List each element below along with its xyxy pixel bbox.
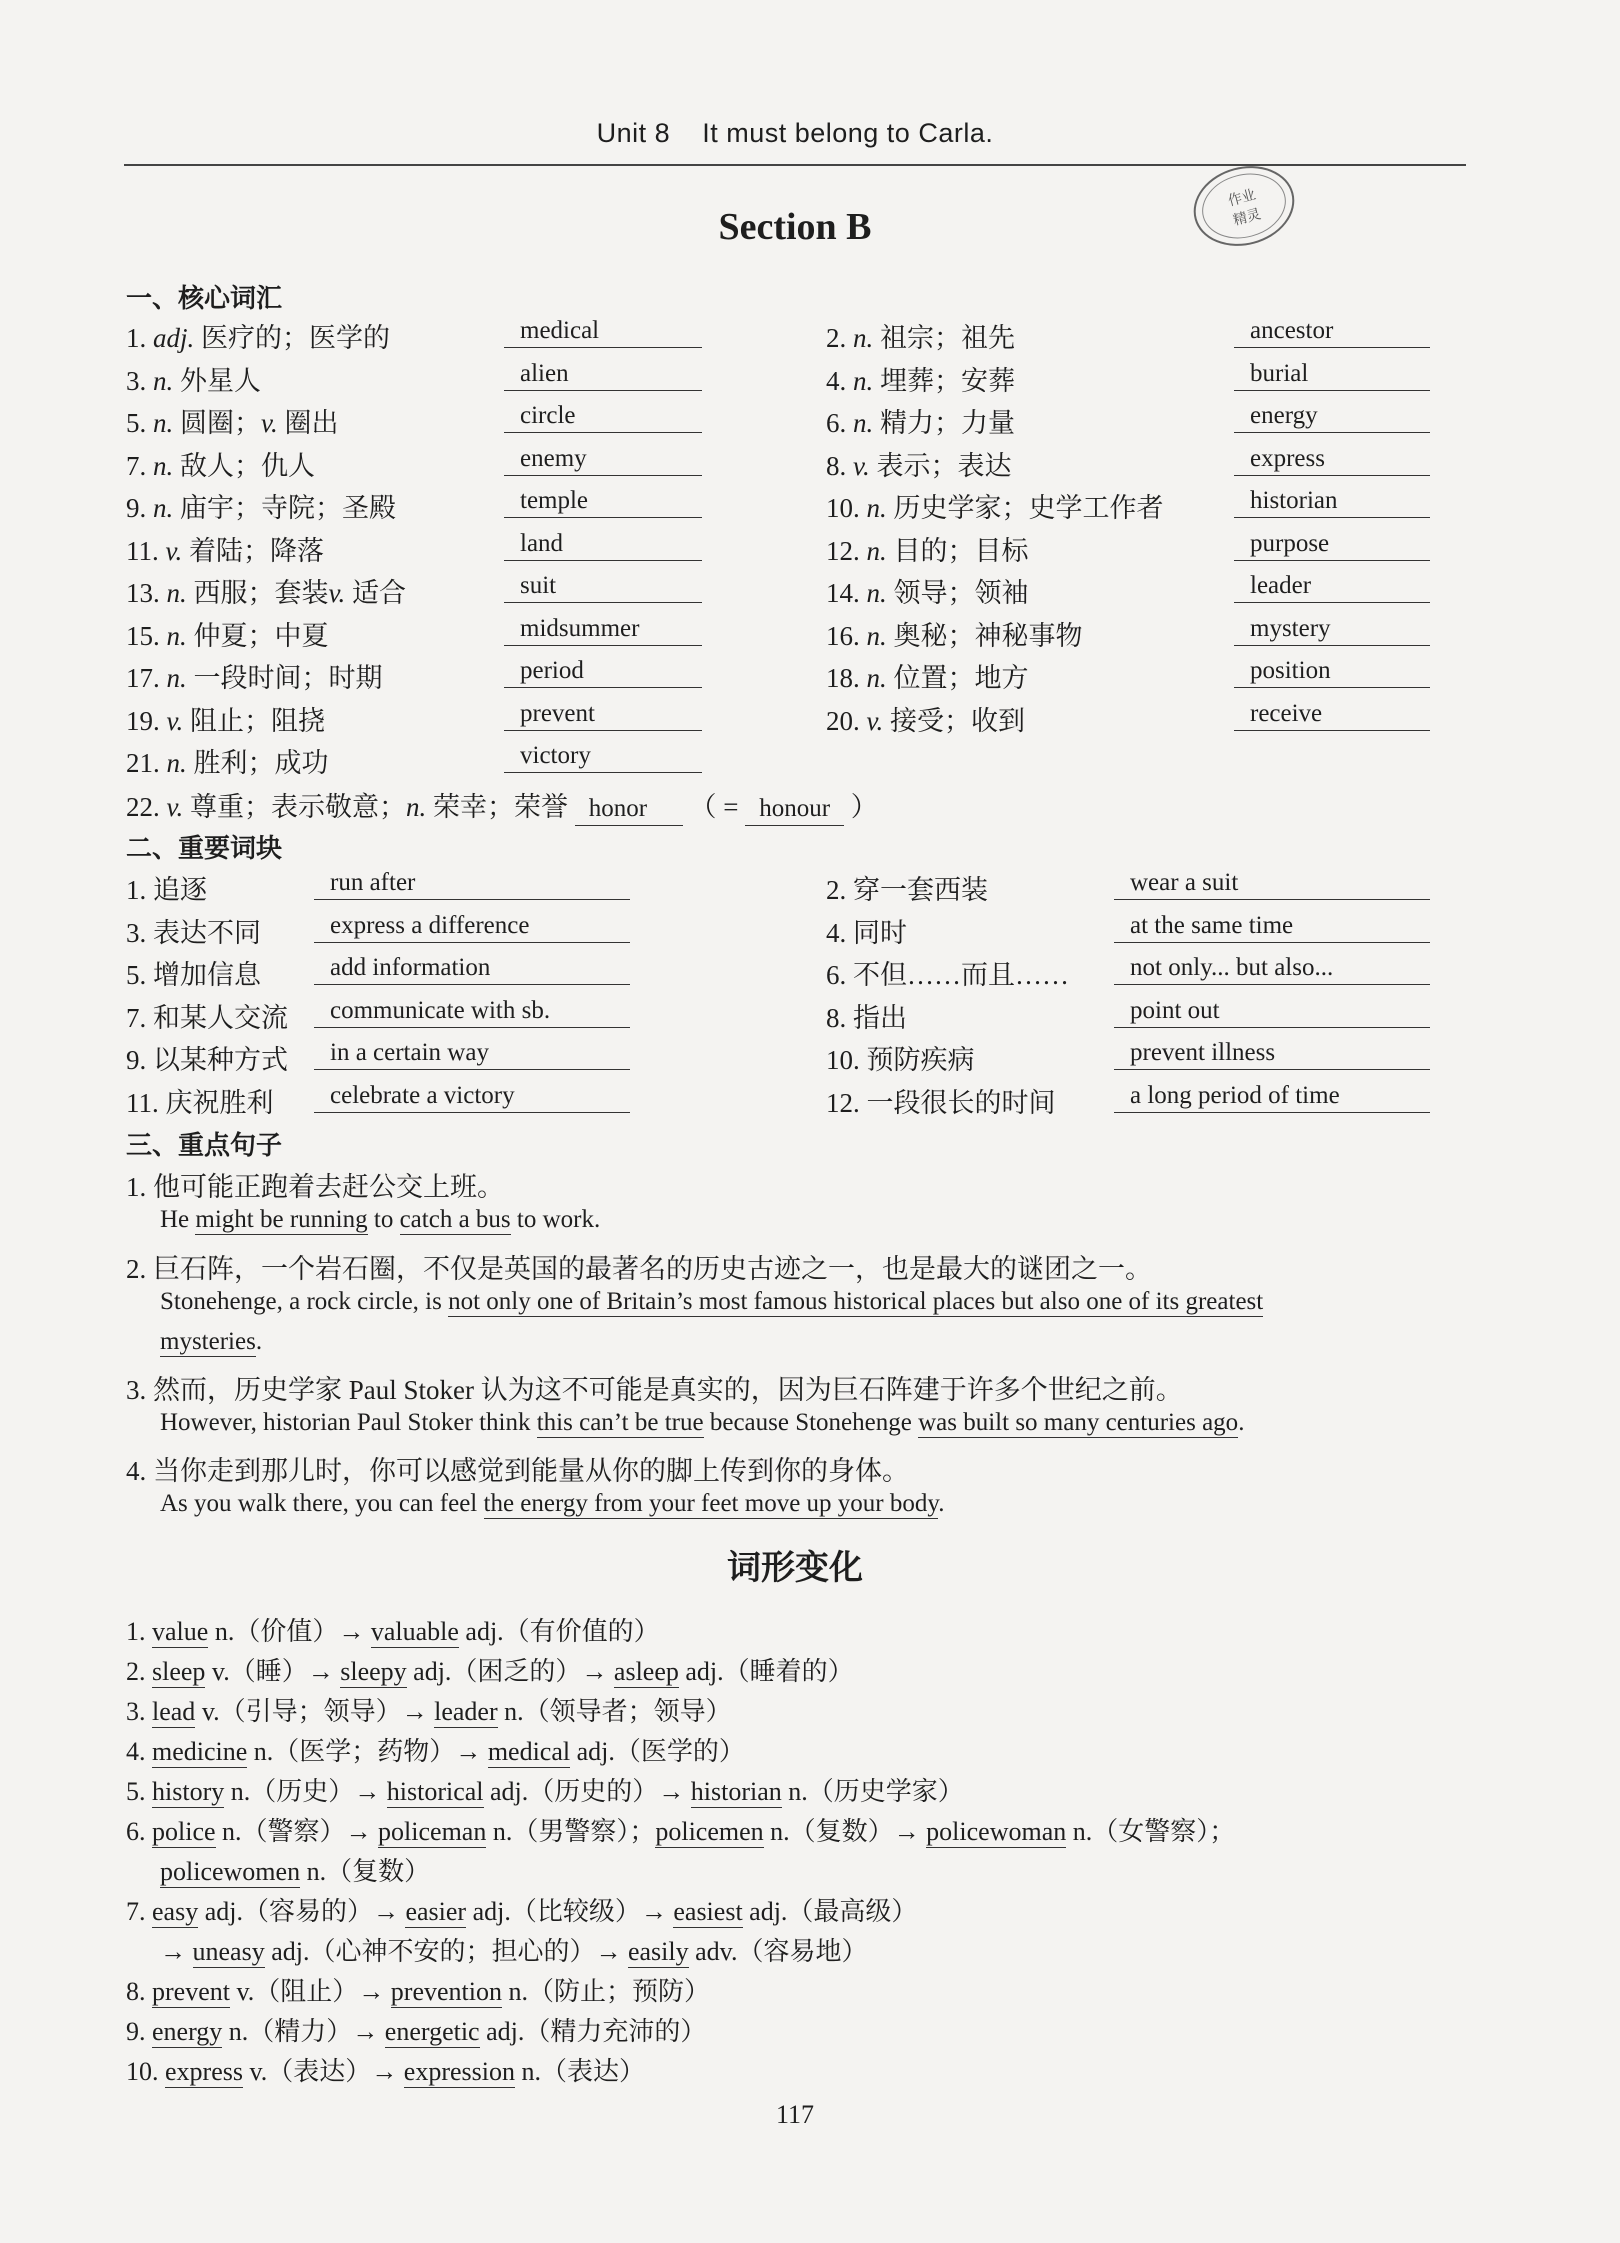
vocab-item-22 bbox=[126, 785, 878, 826]
chinese-phrase: 和某人交流 bbox=[153, 1002, 288, 1033]
meaning: 庙宇；寺院；圣殿 bbox=[180, 493, 396, 523]
meaning: 敌人；仇人 bbox=[180, 450, 315, 481]
item-number: 6. bbox=[826, 960, 847, 990]
vocab-item bbox=[126, 316, 390, 355]
phrase-item bbox=[826, 1081, 1056, 1120]
meaning: 历史学家；史学工作者 bbox=[893, 493, 1164, 523]
item-number: 11. bbox=[126, 535, 159, 566]
item-number: 1. bbox=[126, 875, 147, 905]
part-of-speech: n. bbox=[853, 365, 874, 396]
word-form-9: 9. energy n.（精力）→ energetic adj.（精力充沛的） bbox=[126, 2017, 707, 2046]
item-number: 2. bbox=[826, 875, 847, 905]
chinese-phrase: 一段很长的时间 bbox=[866, 1087, 1056, 1118]
meaning: 一段时间；时期 bbox=[193, 663, 383, 693]
word-form-6: 6. police n.（警察）→ policeman n.（男警察）；policemen n.（复数）→ policewoman n.（女警察）； bbox=[126, 1817, 1236, 1846]
meaning: 圆圈； bbox=[180, 408, 261, 438]
answer-blank: mystery bbox=[1234, 612, 1430, 646]
vocab-item bbox=[826, 529, 1029, 568]
answer-blank: prevent illness bbox=[1114, 1036, 1430, 1070]
chinese-phrase: 表达不同 bbox=[153, 917, 261, 948]
word-form-7-cont: → uneasy adj.（心神不安的；担心的）→ easily adv.（容易地） bbox=[160, 1937, 868, 1966]
meaning: 领导；领袖 bbox=[893, 578, 1029, 608]
answer-blank: victory bbox=[504, 739, 702, 773]
answer-blank: energy bbox=[1234, 399, 1430, 433]
word-form-6-cont: policewomen n.（复数） bbox=[160, 1857, 431, 1886]
meaning: 表示；表达 bbox=[876, 450, 1012, 481]
answer-blank: leader bbox=[1234, 569, 1430, 603]
answer-blank: historian bbox=[1234, 484, 1430, 518]
answer-blank: midsummer bbox=[504, 612, 702, 646]
vocab-item bbox=[126, 444, 315, 483]
answer-blank: prevent bbox=[504, 697, 702, 731]
answer-blank: ancestor bbox=[1234, 314, 1430, 348]
part-of-speech: n. bbox=[153, 450, 174, 481]
sentence-1-cn: 1. 他可能正跑着去赶公交上班。 bbox=[126, 1172, 504, 1202]
item-number: 10. bbox=[826, 493, 860, 523]
vocab-item bbox=[826, 359, 1015, 398]
meaning: 圈出 bbox=[284, 408, 339, 438]
meaning: 目的；目标 bbox=[893, 535, 1029, 566]
meaning: 荣幸；荣誉 bbox=[432, 792, 568, 822]
sentence-1-en: He might be running to catch a bus to work. bbox=[160, 1206, 601, 1233]
answer-blank-alt: honour bbox=[745, 793, 844, 826]
unit-title: It must belong to Carla. bbox=[702, 118, 994, 148]
word-form-3: 3. lead v.（引导；领导）→ leader n.（领导者；领导） bbox=[126, 1697, 732, 1726]
meaning: 精力；力量 bbox=[880, 408, 1015, 438]
part-of-speech: n. bbox=[405, 792, 427, 822]
item-number: 12. bbox=[826, 1087, 860, 1118]
answer-blank: temple bbox=[504, 484, 702, 518]
sentence-4-en: As you walk there, you can feel the energy from your feet move up your body. bbox=[160, 1490, 945, 1517]
vocab-item bbox=[126, 486, 396, 525]
item-number: 7. bbox=[126, 1002, 147, 1033]
part-of-speech: v. bbox=[328, 578, 346, 608]
part-of-speech: v. bbox=[165, 535, 183, 566]
item-number: 17. bbox=[126, 663, 160, 693]
answer-blank: wear a suit bbox=[1114, 866, 1430, 900]
alt-prefix: （ = bbox=[689, 792, 739, 822]
item-number: 13. bbox=[126, 578, 160, 608]
vocab-item bbox=[826, 571, 1029, 610]
item-number: 12. bbox=[826, 535, 860, 566]
vocab-item bbox=[126, 656, 383, 695]
part-of-speech: n. bbox=[853, 323, 874, 353]
phrase-item bbox=[826, 996, 907, 1035]
meaning: 外星人 bbox=[180, 365, 261, 396]
answer-blank: land bbox=[504, 527, 702, 561]
vocab-item bbox=[126, 401, 338, 440]
word-form-2: 2. sleep v.（睡）→ sleepy adj.（困乏的）→ asleep adj.（睡着的） bbox=[126, 1657, 854, 1686]
part-of-speech: n. bbox=[166, 620, 187, 651]
vocab-item bbox=[826, 699, 1025, 738]
meaning: 祖宗；祖先 bbox=[880, 323, 1015, 353]
answer-blank: burial bbox=[1234, 357, 1430, 391]
word-form-5: 5. history n.（历史）→ historical adj.（历史的）→ historian n.（历史学家） bbox=[126, 1777, 964, 1806]
part-of-speech: n. bbox=[166, 578, 187, 608]
answer-blank: medical bbox=[504, 314, 702, 348]
item-number: 18. bbox=[826, 663, 860, 693]
sentence-2-en-cont: mysteries. bbox=[160, 1328, 263, 1355]
sentence-2-en: Stonehenge, a rock circle, is not only one of Britain’s most famous historical places but also one of its greatest bbox=[160, 1288, 1264, 1315]
part-of-speech: n. bbox=[153, 408, 174, 438]
chinese-phrase: 穿一套西装 bbox=[853, 875, 988, 905]
item-number: 15. bbox=[126, 620, 160, 651]
item-number: 16. bbox=[826, 620, 860, 651]
sentence-3-cn: 3. 然而，历史学家 Paul Stoker 认为这不可能是真实的，因为巨石阵建于许多个世纪之前。 bbox=[126, 1375, 1183, 1405]
vocab-item bbox=[826, 656, 1029, 695]
meaning: 接受；收到 bbox=[889, 705, 1025, 736]
vocab-item bbox=[826, 614, 1083, 653]
answer-blank: express bbox=[1234, 442, 1430, 476]
phrase-item bbox=[126, 953, 261, 992]
vocab-item bbox=[126, 741, 329, 780]
part-of-speech: adj. bbox=[153, 323, 195, 353]
part-of-speech: v. bbox=[261, 408, 278, 438]
part-of-speech: v. bbox=[853, 450, 870, 481]
part-of-speech: n. bbox=[866, 620, 887, 651]
meaning: 适合 bbox=[351, 578, 406, 608]
phrase-item bbox=[126, 1081, 274, 1120]
answer-blank: run after bbox=[314, 866, 630, 900]
part-of-speech: v. bbox=[166, 792, 184, 822]
answer-blank: not only... but also... bbox=[1114, 951, 1430, 985]
meaning: 医疗的；医学的 bbox=[201, 323, 391, 353]
word-form-7: 7. easy adj.（容易的）→ easier adj.（比较级）→ easiest adj.（最高级） bbox=[126, 1897, 918, 1926]
item-number: 9. bbox=[126, 493, 147, 523]
phrase-item bbox=[826, 953, 1069, 992]
answer-blank: in a certain way bbox=[314, 1036, 630, 1070]
part-of-speech: n. bbox=[866, 535, 887, 566]
sentence-4-cn: 4. 当你走到那儿时，你可以感觉到能量从你的脚上传到你的身体。 bbox=[126, 1456, 909, 1486]
answer-blank: enemy bbox=[504, 442, 702, 476]
chinese-phrase: 追逐 bbox=[153, 875, 207, 905]
part-of-speech: v. bbox=[166, 705, 184, 736]
answer-blank: position bbox=[1234, 654, 1430, 688]
meaning: 阻止；阻挠 bbox=[189, 705, 325, 736]
part-of-speech: n. bbox=[153, 365, 174, 396]
meaning: 胜利；成功 bbox=[193, 748, 329, 778]
vocab-item bbox=[826, 444, 1011, 483]
item-number: 3. bbox=[126, 365, 147, 396]
chinese-phrase: 以某种方式 bbox=[153, 1045, 288, 1075]
item-number: 11. bbox=[126, 1087, 159, 1118]
part1-heading: 一、核心词汇 bbox=[126, 284, 283, 314]
svg-text:精灵: 精灵 bbox=[1231, 206, 1263, 229]
vocab-item bbox=[126, 699, 325, 738]
item-number: 2. bbox=[826, 323, 847, 353]
item-number: 19. bbox=[126, 705, 160, 736]
svg-text:作业: 作业 bbox=[1226, 186, 1258, 210]
vocab-item bbox=[126, 571, 406, 610]
vocab-item bbox=[826, 401, 1015, 440]
chinese-phrase: 指出 bbox=[853, 1002, 907, 1033]
answer-blank: add information bbox=[314, 951, 630, 985]
item-number: 8. bbox=[826, 450, 847, 481]
answer-blank: honor bbox=[575, 793, 683, 826]
answer-blank: express a difference bbox=[314, 909, 630, 943]
answer-blank: circle bbox=[504, 399, 702, 433]
part-of-speech: n. bbox=[853, 408, 874, 438]
answer-blank: period bbox=[504, 654, 702, 688]
vocab-item bbox=[126, 614, 329, 653]
answer-blank: point out bbox=[1114, 994, 1430, 1028]
section-title: Section B bbox=[718, 206, 872, 248]
phrase-item bbox=[826, 868, 988, 907]
part-of-speech: n. bbox=[166, 748, 187, 778]
item-number: 8. bbox=[826, 1002, 847, 1033]
answer-blank: purpose bbox=[1234, 527, 1430, 561]
answer-blank: receive bbox=[1234, 697, 1430, 731]
phrase-item bbox=[126, 868, 207, 907]
vocab-item bbox=[126, 359, 261, 398]
chinese-phrase: 预防疾病 bbox=[866, 1045, 975, 1075]
meaning: 位置；地方 bbox=[893, 663, 1029, 693]
part-of-speech: v. bbox=[866, 705, 884, 736]
item-number: 9. bbox=[126, 1045, 147, 1075]
word-forms-title: 词形变化 bbox=[727, 1548, 863, 1588]
part-of-speech: n. bbox=[866, 578, 887, 608]
alt-suffix: ） bbox=[850, 792, 878, 822]
vocab-item bbox=[826, 316, 1015, 355]
item-number: 22. bbox=[126, 792, 160, 822]
item-number: 7. bbox=[126, 450, 147, 481]
word-form-10: 10. express v.（表达）→ expression n.（表达） bbox=[126, 2057, 646, 2086]
part-of-speech: n. bbox=[866, 493, 887, 523]
meaning: 奥秘；神秘事物 bbox=[893, 620, 1083, 651]
chinese-phrase: 增加信息 bbox=[153, 960, 261, 990]
part-of-speech: n. bbox=[166, 663, 187, 693]
item-number: 3. bbox=[126, 917, 147, 948]
phrase-item bbox=[126, 911, 261, 950]
item-number: 14. bbox=[826, 578, 860, 608]
phrase-item bbox=[126, 996, 288, 1035]
answer-blank: alien bbox=[504, 357, 702, 391]
answer-blank: suit bbox=[504, 569, 702, 603]
meaning: 仲夏；中夏 bbox=[193, 620, 329, 651]
answer-blank: celebrate a victory bbox=[314, 1079, 630, 1113]
item-number: 20. bbox=[826, 705, 860, 736]
part-of-speech: n. bbox=[866, 663, 887, 693]
answer-blank: a long period of time bbox=[1114, 1079, 1430, 1113]
phrase-item bbox=[826, 911, 907, 950]
chinese-phrase: 不但……而且…… bbox=[853, 960, 1069, 990]
item-number: 4. bbox=[826, 365, 847, 396]
phrase-item bbox=[126, 1038, 288, 1077]
unit-label: Unit 8 bbox=[596, 118, 671, 148]
page-header bbox=[124, 118, 1466, 149]
phrase-item bbox=[826, 1038, 975, 1077]
part-of-speech: n. bbox=[153, 493, 174, 523]
page-number: 117 bbox=[775, 2100, 815, 2129]
item-number: 4. bbox=[826, 917, 847, 948]
answer-blank: at the same time bbox=[1114, 909, 1430, 943]
vocab-item bbox=[826, 486, 1164, 525]
word-form-1: 1. value n.（价值）→ valuable adj.（有价值的） bbox=[126, 1617, 660, 1646]
answer-blank: communicate with sb. bbox=[314, 994, 630, 1028]
meaning: 尊重；表示敬意； bbox=[189, 792, 406, 822]
item-number: 10. bbox=[826, 1045, 860, 1075]
sentence-2-cn: 2. 巨石阵，一个岩石圈，不仅是英国的最著名的历史古迹之一，也是最大的谜团之一。 bbox=[126, 1254, 1152, 1284]
item-number: 1. bbox=[126, 323, 147, 353]
word-form-8: 8. prevent v.（阻止）→ prevention n.（防止；预防） bbox=[126, 1977, 710, 2006]
part3-heading: 三、重点句子 bbox=[126, 1131, 283, 1161]
item-number: 6. bbox=[826, 408, 847, 438]
meaning: 埋葬；安葬 bbox=[880, 365, 1015, 396]
sentence-3-en: However, historian Paul Stoker think this can’t be true because Stonehenge was built so many centuries ago. bbox=[160, 1409, 1245, 1436]
vocab-item bbox=[126, 529, 324, 568]
item-number: 5. bbox=[126, 960, 147, 990]
meaning: 西服；套装 bbox=[193, 578, 329, 608]
chinese-phrase: 庆祝胜利 bbox=[165, 1087, 274, 1118]
chinese-phrase: 同时 bbox=[853, 917, 907, 948]
meaning: 着陆；降落 bbox=[188, 535, 324, 566]
item-number: 5. bbox=[126, 408, 147, 438]
item-number: 21. bbox=[126, 748, 160, 778]
word-form-4: 4. medicine n.（医学；药物）→ medical adj.（医学的） bbox=[126, 1737, 745, 1766]
part2-heading: 二、重要词块 bbox=[126, 834, 283, 864]
